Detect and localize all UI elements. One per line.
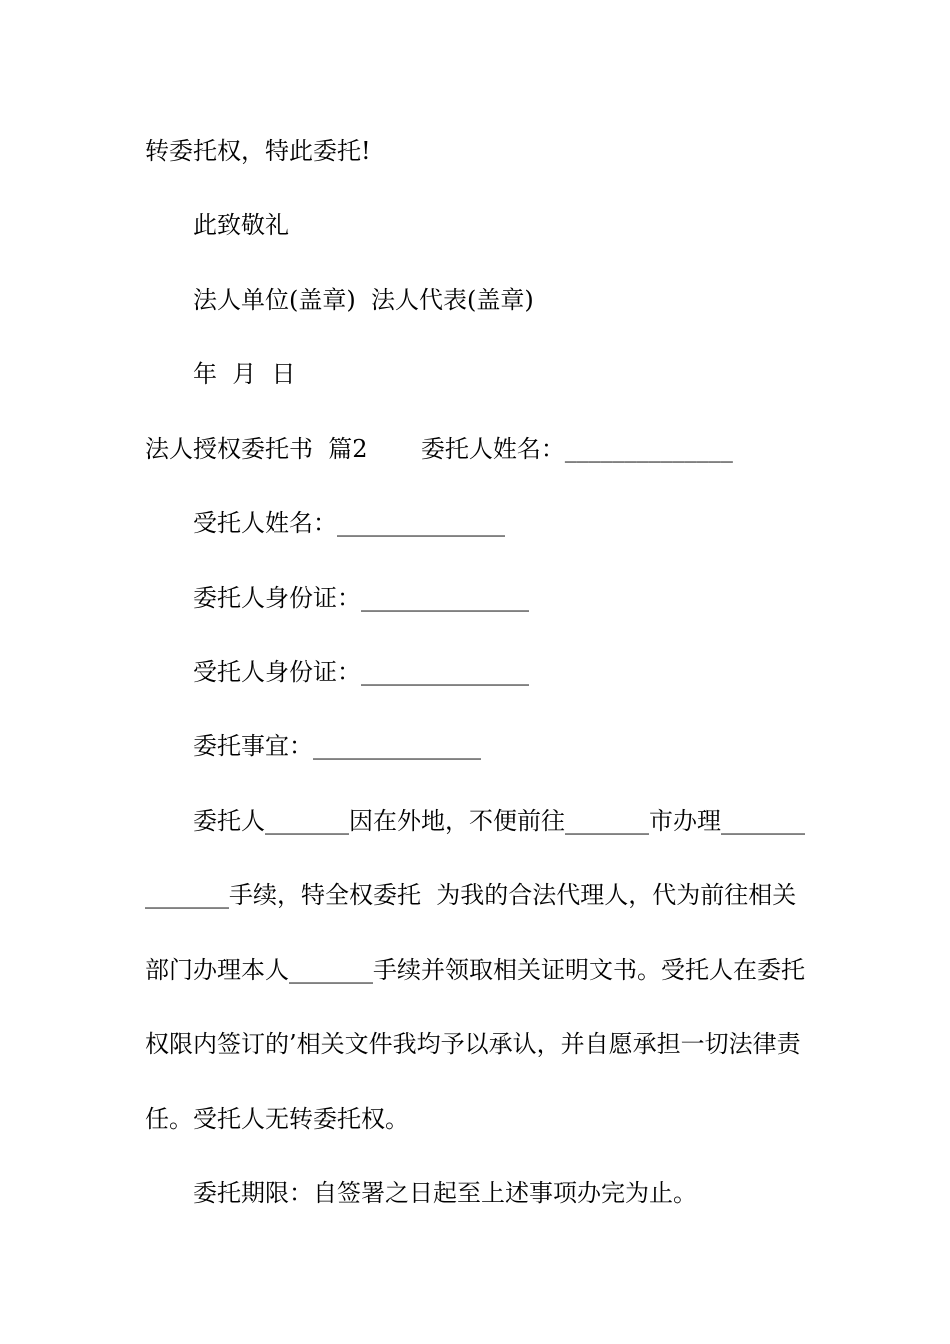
text-line-body-5: 任。受托人无转委托权。 xyxy=(145,1105,409,1133)
text-line-term: 委托期限：自签署之日起至上述事项办完为止。 xyxy=(193,1179,697,1207)
text-line-delegation-end: 转委托权，特此委托! xyxy=(145,137,371,165)
text-line-body-4: 权限内签订的’相关文件我均予以承认，并自愿承担一切法律责 xyxy=(145,1030,801,1058)
text-line-agent-id: 受托人身份证：______________ xyxy=(193,658,529,686)
text-line-body-1: 委托人_______因在外地，不便前往_______市办理_______ xyxy=(193,807,805,835)
text-line-title-principal-name: 法人授权委托书 篇2 委托人姓名：______________ xyxy=(145,435,733,463)
text-line-body-3: 部门办理本人_______手续并领取相关证明文书。受托人在委托 xyxy=(145,956,805,984)
text-line-body-2: _______手续，特全权委托 为我的合法代理人，代为前往相关 xyxy=(145,881,797,909)
text-line-matters: 委托事宜：______________ xyxy=(193,732,481,760)
text-line-seal: 法人单位(盖章) 法人代表(盖章) xyxy=(193,286,534,314)
text-line-salutation: 此致敬礼 xyxy=(193,211,289,239)
text-line-principal-id: 委托人身份证：______________ xyxy=(193,584,529,612)
text-line-date: 年 月 日 xyxy=(193,360,296,388)
text-line-agent-name: 受托人姓名：______________ xyxy=(193,509,505,537)
